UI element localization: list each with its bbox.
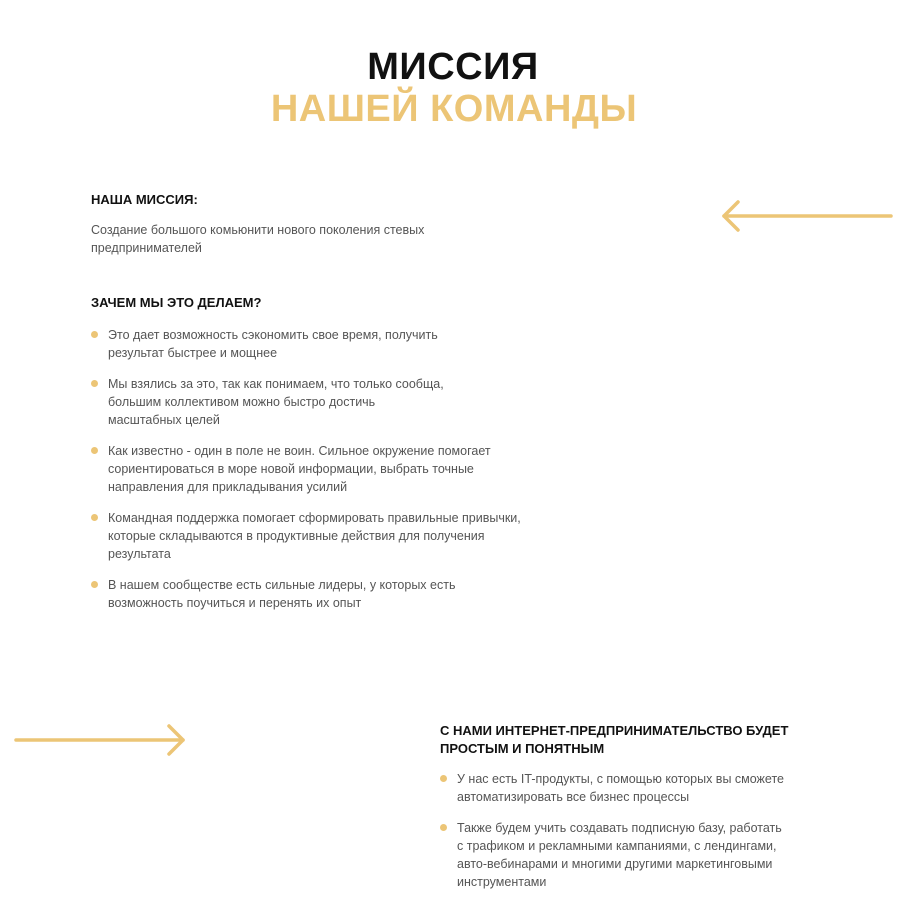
future-heading-line: С НАМИ ИНТЕРНЕТ-ПРЕДПРИНИМАТЕЛЬСТВО БУДЕТ [440, 723, 789, 738]
list-item-line: авто-вебинарами и многими другими маркетинговыми [457, 857, 773, 871]
list-item-line: с трафиком и рекламными кампаниями, с лендингами, [457, 839, 777, 853]
bullet-dot-icon [91, 581, 98, 588]
list-item [440, 819, 900, 891]
why-list [91, 326, 551, 612]
bullet-dot-icon [91, 447, 98, 454]
list-item-line: инструментами [457, 875, 547, 889]
list-item-line: результат быстрее и мощнее [108, 346, 278, 360]
list-item [440, 770, 900, 806]
bullet-dot-icon [440, 824, 447, 831]
future-heading-line: ПРОСТЫМ И ПОНЯТНЫМ [440, 741, 605, 756]
mission-text-line: предпринимателей [91, 241, 202, 255]
list-item-line: возможность поучиться и перенять их опыт [108, 596, 362, 610]
future-heading [440, 722, 788, 758]
list-item-line: Мы взялись за это, так как понимаем, что только сообща, [108, 377, 444, 391]
list-item [91, 509, 551, 563]
mission-text [91, 221, 424, 257]
bullet-dot-icon [91, 514, 98, 521]
list-item [91, 326, 551, 362]
bullet-dot-icon [440, 775, 447, 782]
list-item [91, 576, 551, 612]
list-item-line: результата [108, 547, 171, 561]
bullet-dot-icon [91, 380, 98, 387]
title-line-1: МИССИЯ [367, 46, 539, 88]
list-item [91, 375, 551, 429]
mission-text-line: Создание большого комьюнити нового поколения стевых [91, 223, 425, 237]
list-item-line: Командная поддержка помогает сформировать правильные привычки, [108, 511, 521, 525]
list-item-line: Также будем учить создавать подписную базу, работать [457, 821, 782, 835]
list-item [91, 442, 551, 496]
list-item-line: масштабных целей [108, 413, 220, 427]
list-item-line: автоматизировать все бизнес процессы [457, 790, 690, 804]
list-item-line: Это дает возможность сэкономить свое время, получить [108, 328, 438, 342]
future-list [440, 770, 900, 891]
why-heading: ЗАЧЕМ МЫ ЭТО ДЕЛАЕМ? [91, 295, 262, 310]
list-item-line: большим коллективом можно быстро достичь [108, 395, 376, 409]
list-item-line: направления для прикладывания усилий [108, 480, 348, 494]
title-line-2: НАШЕЙ КОМАНДЫ [270, 88, 638, 130]
mission-heading: НАША МИССИЯ: [91, 192, 198, 207]
list-item-line: сориентироваться в море новой информации, выбрать точные [108, 462, 474, 476]
arrow-right-icon [13, 723, 189, 757]
arrow-left-icon [718, 199, 894, 233]
list-item-line: которые складываются в продуктивные действия для получения [108, 529, 485, 543]
list-item-line: У нас есть IT-продукты, с помощью которых вы сможете [457, 772, 784, 786]
bullet-dot-icon [91, 331, 98, 338]
list-item-line: Как известно - один в поле не воин. Сильное окружение помогает [108, 444, 491, 458]
list-item-line: В нашем сообществе есть сильные лидеры, у которых есть [108, 578, 456, 592]
